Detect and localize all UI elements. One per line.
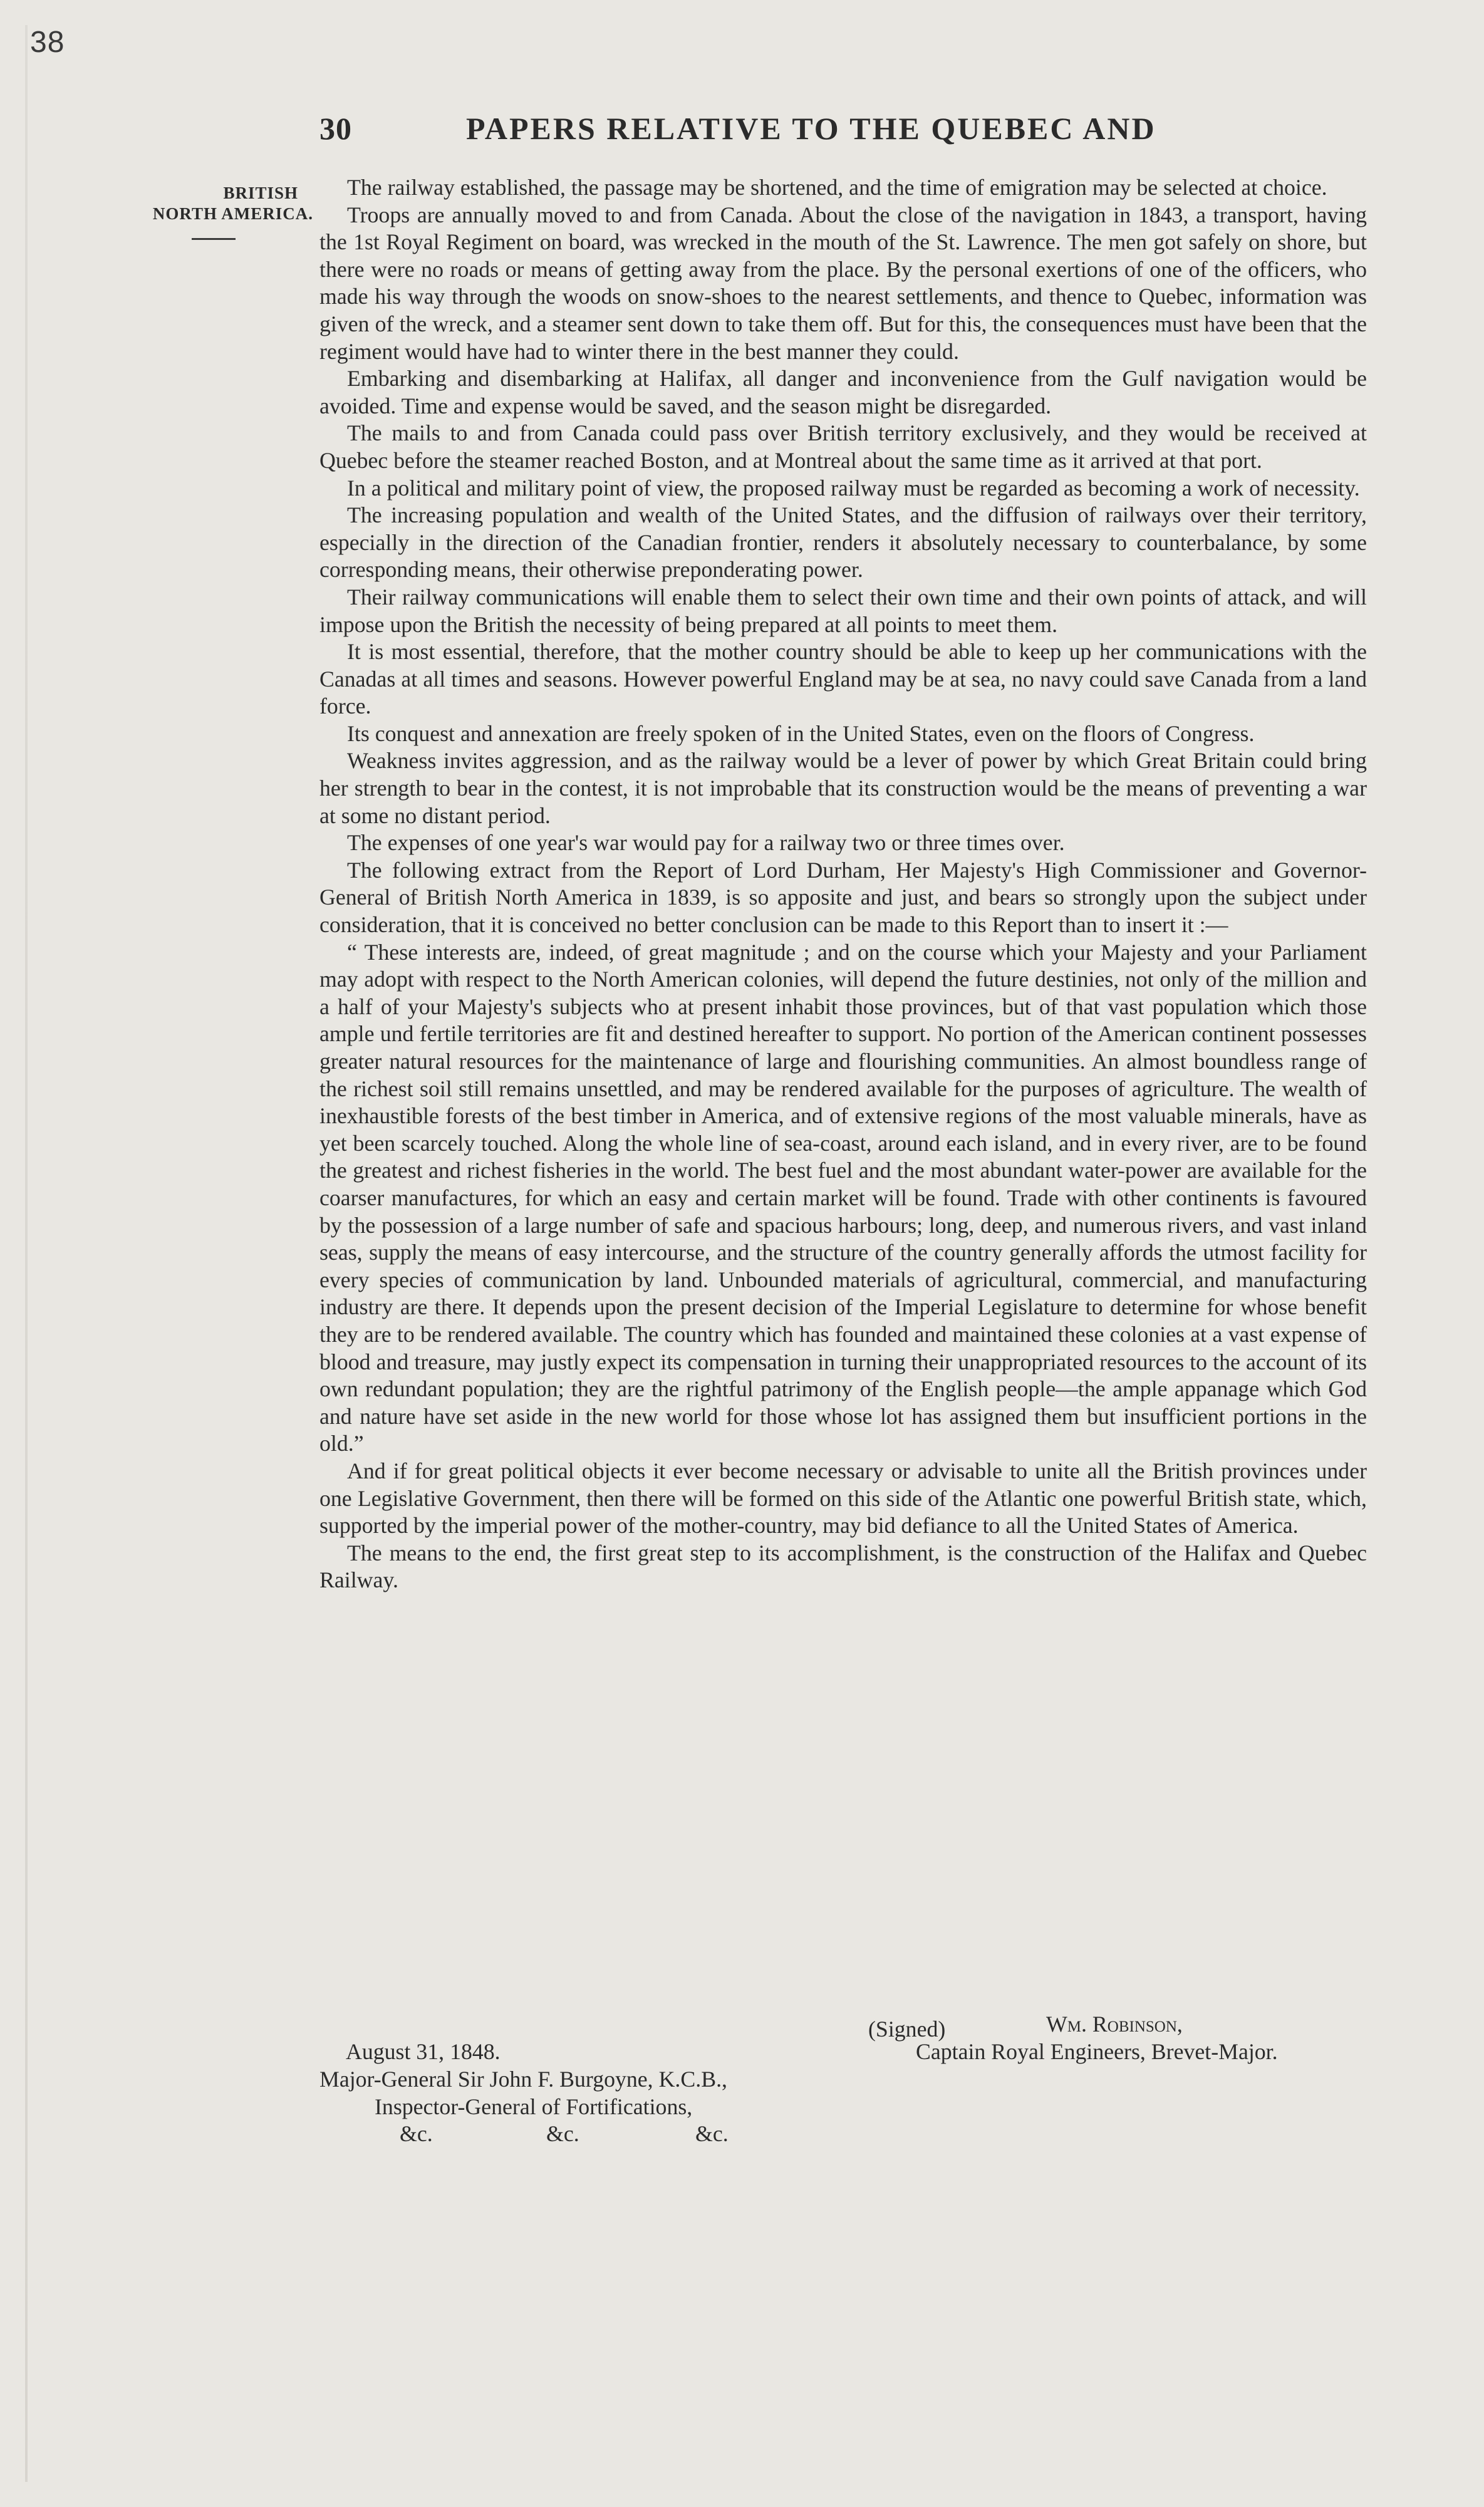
folio-stamp: 38 <box>30 26 65 59</box>
paragraph: It is most essential, therefore, that the mother country should be able to keep up her communications with the Canadas at all times and seasons. However powerful England may be at sea, no navy could save Canada from a land force. <box>319 639 1367 719</box>
paragraph: The increasing population and wealth of the United States, and the diffusion of railways over their territory, especially in the direction of the Canadian frontier, renders it absolutely necessary to counterbalance, by some corresponding means, their otherwise preponderating power. <box>319 502 1367 583</box>
paragraph: Embarking and disembarking at Halifax, all danger and inconvenience from the Gulf navigation would be avoided. Time and expense would be saved, and the season might be disregarded. <box>319 366 1367 418</box>
body-text <box>319 174 1367 1594</box>
signer-name: Wm. Robinson, <box>1046 2011 1183 2037</box>
paragraph: In a political and military point of view, the proposed railway must be regarded as becoming a work of necessity. <box>347 475 1360 501</box>
signature-block <box>319 2011 1367 2148</box>
etc-mark: &c. <box>400 2121 433 2147</box>
paragraph: And if for great political objects it ever become necessary or advisable to unite all the British provinces under one Legislative Government, then there will be formed on this side of the Atlantic one powerful British state, which, supported by the imperial power of the mother-country, may bid defiance to all the United States of America. <box>319 1458 1367 1539</box>
etc-line <box>319 2120 1367 2148</box>
paragraph: Weakness invites aggression, and as the railway would be a lever of power by which Great Britain could bring her strength to bear in the contest, it is not improbable that its construction would be the means of preventing a war at some no distant period. <box>319 748 1367 828</box>
date-line <box>319 2038 1367 2066</box>
paragraph: The railway established, the passage may be shortened, and the time of emigration may be selected at choice. <box>347 175 1327 200</box>
etc-mark: &c. <box>546 2121 579 2147</box>
paragraph: Its conquest and annexation are freely spoken of in the United States, even on the floors of Congress. <box>347 720 1255 746</box>
paragraph: The means to the end, the first great step to its accomplishment, is the construction of the Halifax and Quebec Railway. <box>319 1540 1367 1593</box>
addressee: Major-General Sir John F. Burgoyne, K.C.B., <box>319 2067 727 2092</box>
signed-line <box>319 2011 1367 2042</box>
etc-mark: &c. <box>695 2121 729 2147</box>
addressee-title: Inspector-General of Fortifications, <box>375 2094 693 2119</box>
paragraph: The expenses of one year's war would pay for a railway two or three times over. <box>347 830 1065 856</box>
letter-date: August 31, 1848. <box>346 2039 501 2064</box>
paragraph: Troops are annually moved to and from Canada. About the close of the navigation in 1843, a transport, having the 1st Royal Regiment on board, was wrecked in the mouth of the St. Lawrence. The men got safely on shore, but there were no roads or means of getting away from the place. By the personal exertions of one of the officers, who made his way through the woods on snow-shoes to the nearest settlements, and thence to Quebec, information was given of the wreck, and a steamer sent down to take them off. But for this, the consequences must have been that the regiment would have had to winter there in the best manner they could. <box>319 202 1367 364</box>
scan-edge <box>25 25 28 2482</box>
signed-label: (Signed) <box>868 2016 946 2042</box>
margin-rule <box>192 238 236 240</box>
paragraph: “ These interests are, indeed, of great magnitude ; and on the course which your Majesty and your Parliament may adopt with respect to the North American colonies, will depend the future destinies, not only of the million and a half of your Majesty's subjects who at present inhabit those provinces, but of that vast population which those ample und fertile territories are fit and destined hereafter to support. No portion of the American continent possesses greater natural resources for the maintenance of large and flourishing communities. An almost boundless range of the richest soil still remains unsettled, and may be rendered available for the purposes of agriculture. The wealth of inexhaustible forests of the best timber in America, and of extensive regions of the most valuable minerals, have as yet been scarcely touched. Along the whole line of sea-coast, around each island, and in every river, are to be found the greatest and richest fisheries in the world. The best fuel and the most abundant water-power are available for the coarser manufactures, for which an easy and certain market will be found. Trade with other continents is favoured by the possession of a large number of safe and spacious harbours; long, deep, and numerous rivers, and vast inland seas, supply the means of easy intercourse, and the structure of the country generally affords the utmost facility for every species of communication by land. Unbounded materials of agricultural, commercial, and manufacturing industry are there. It depends upon the present decision of the Imperial Legislature to determine for whose benefit they are to be rendered available. The country which has founded and maintained these colonies at a vast expense of blood and treasure, may justly expect its compensation in turning their unappropriated resources to the account of its own redundant population; they are the rightful patrimony of the English people—the ample appanage which God and nature have set aside in the new world for those whose lot has assigned them but insufficient portions in the old.” <box>319 939 1367 1456</box>
page-header <box>319 110 1247 147</box>
margin-note-line: BRITISH <box>223 184 298 202</box>
paragraph: The following extract from the Report of Lord Durham, Her Majesty's High Commissioner and Governor-General of British North America in 1839, is so apposite and just, and bears so strongly upon the subject under consideration, that it is conceived no better conclusion can be made to this Report than to insert it :— <box>319 857 1367 938</box>
margin-note-line: NORTH AMERICA. <box>152 204 313 223</box>
page-number: 30 <box>319 111 352 146</box>
signer-title: Captain Royal Engineers, Brevet-Major. <box>916 2039 1278 2064</box>
paragraph: Their railway communications will enable them to select their own time and their own points of attack, and will impose upon the British the necessity of being prepared at all points to meet them. <box>319 584 1367 637</box>
margin-note <box>113 183 313 224</box>
paragraph: The mails to and from Canada could pass over British territory exclusively, and they would be received at Quebec before the steamer reached Boston, and at Montreal about the same time as it arrived at that port. <box>319 420 1367 473</box>
running-head: PAPERS RELATIVE TO THE QUEBEC AND <box>466 111 1156 146</box>
